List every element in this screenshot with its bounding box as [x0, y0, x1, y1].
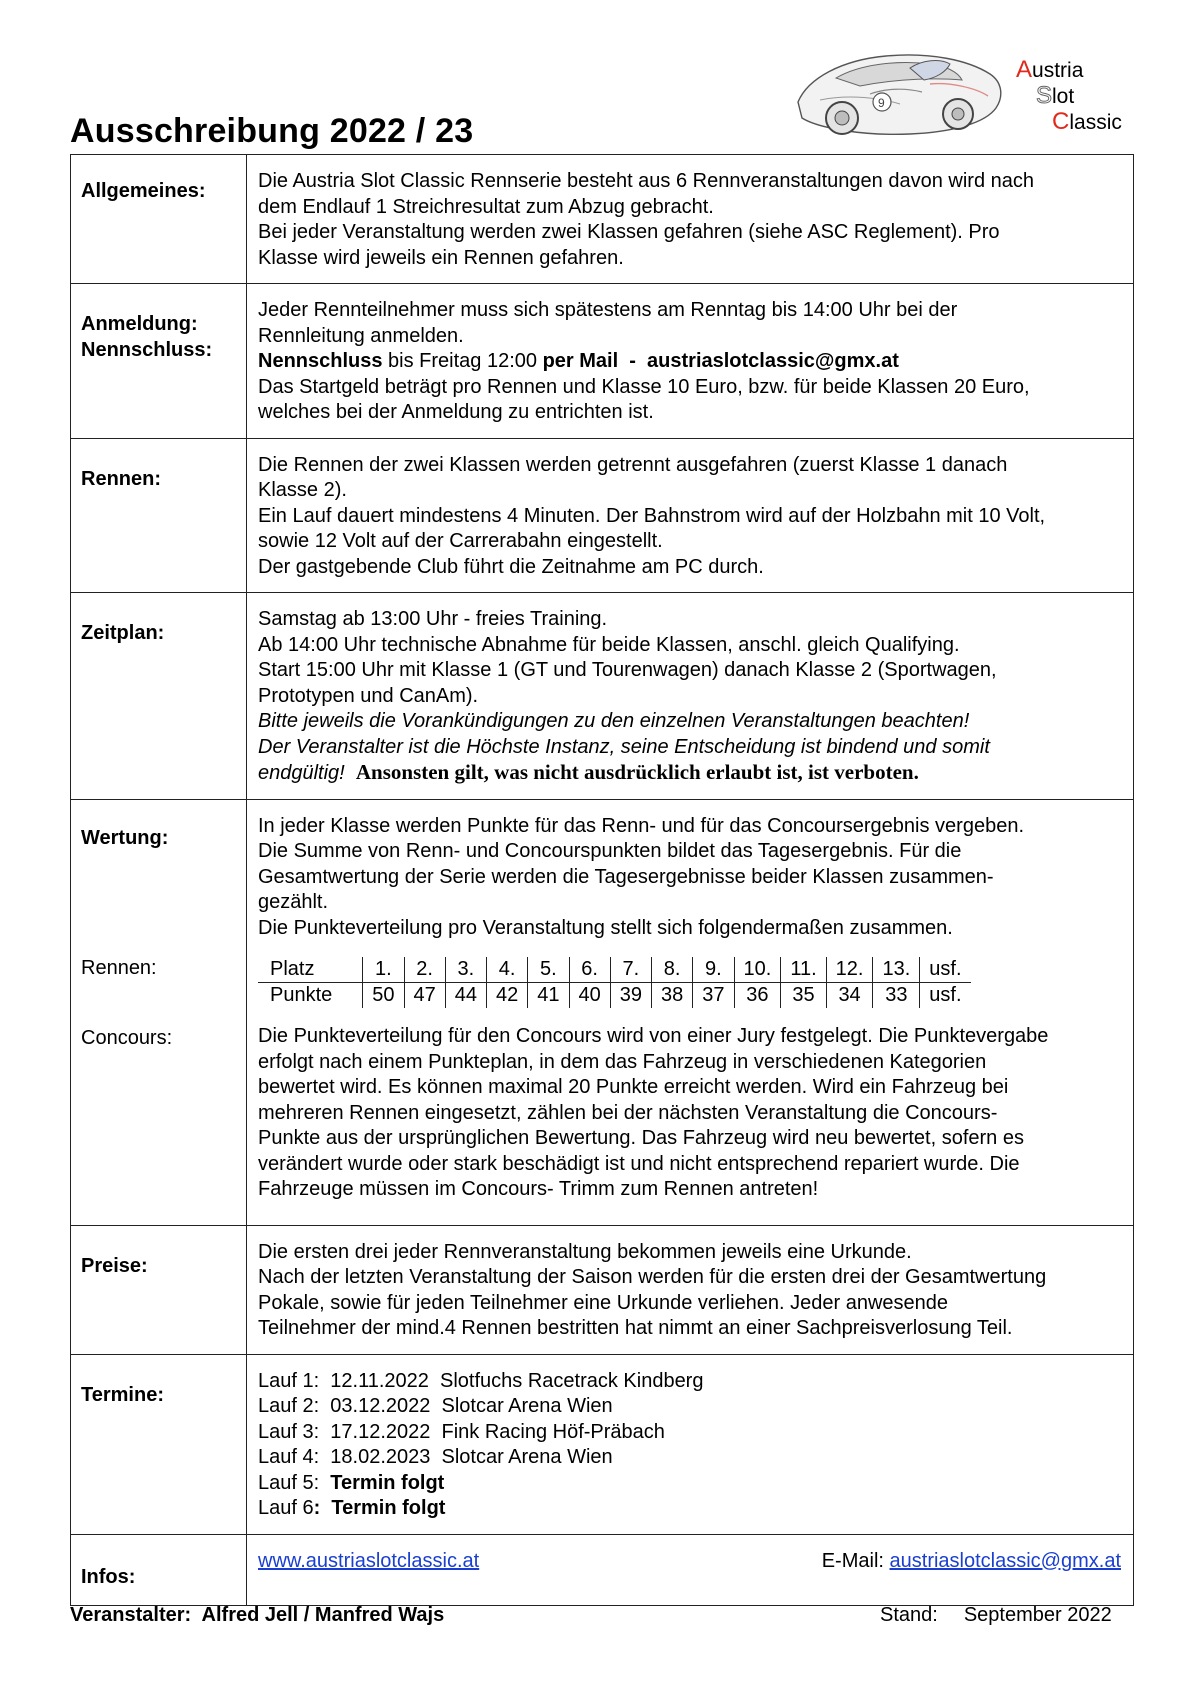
logo	[790, 38, 1140, 148]
text-line: Gesamtwertung der Serie werden die Tagesergebnisse beider Klassen zusammen-	[258, 865, 994, 888]
place-cell: 3.	[445, 957, 486, 983]
text-line: Ab 14:00 Uhr technische Abnahme für beide Klassen, anschl. gleich Qualifying.	[258, 633, 960, 656]
points-cell: 40	[569, 983, 610, 1009]
place-cell: 6.	[569, 957, 610, 983]
text-line: erfolgt nach einem Punkteplan, in dem das Fahrzeug in verschiedenen Kategorien	[258, 1050, 987, 1073]
text-line: Prototypen und CanAm).	[258, 684, 479, 707]
label-rennen: Rennen:	[71, 438, 247, 593]
place-cell: 4.	[487, 957, 528, 983]
content-termine	[247, 1354, 1134, 1534]
text-line: Der gastgebende Club führt die Zeitnahme am PC durch.	[258, 555, 764, 578]
place-cell: 1.	[363, 957, 404, 983]
footer-stand: Stand: September 2022	[880, 1604, 1112, 1626]
text-line: Die Summe von Renn- und Concourspunkten bildet das Tagesergebnis. Für die	[258, 840, 962, 862]
text-line: Die ersten drei jeder Rennveranstaltung bekommen jeweils eine Urkunde.	[258, 1240, 912, 1263]
points-cell: 38	[652, 983, 693, 1009]
text-line: gezählt.	[258, 891, 329, 913]
content-infos	[247, 1534, 1134, 1605]
logo-line-austria: Austria	[1016, 56, 1084, 83]
text-line: In jeder Klasse werden Punkte für das Renn- und für das Concoursergebnis vergeben.	[258, 814, 1025, 837]
text-line: bewertet wird. Es können maximal 20 Punkte erreicht werden. Wird ein Fahrzeug bei	[258, 1076, 1009, 1098]
termin-line: Lauf 4: 18.02.2023 Slotcar Arena Wien	[258, 1446, 613, 1468]
text-line: Teilnehmer der mind.4 Rennen bestritten hat nimmt an einer Sachpreisverlosung Teil.	[258, 1317, 1013, 1339]
points-cell: 44	[445, 983, 486, 1009]
points-label-punkte: Punkte	[270, 984, 333, 1006]
row-termine	[71, 1354, 1134, 1534]
text-line: Bei jeder Veranstaltung werden zwei Klassen gefahren (siehe ASC Reglement). Pro	[258, 221, 1000, 243]
label-anmeldung	[71, 284, 247, 439]
points-cell: 42	[487, 983, 528, 1009]
text-line: Klasse wird jeweils ein Rennen gefahren.	[258, 246, 624, 269]
text-line: Samstag ab 13:00 Uhr - freies Training.	[258, 608, 608, 630]
content-zeitplan	[247, 593, 1134, 800]
text-line: Fahrzeuge müssen im Concours- Trimm zum Rennen antreten!	[258, 1178, 819, 1200]
label-wertung-concours: Concours:	[81, 1026, 173, 1049]
label-anmeldung-2: Nennschluss:	[81, 338, 213, 361]
svg-text:9: 9	[878, 96, 885, 110]
text-line: Ein Lauf dauert mindestens 4 Minuten. Der Bahnstrom wird auf der Holzbahn mit 10 Volt,	[258, 504, 1046, 527]
text-line: welches bei der Anmeldung zu entrichten ist.	[258, 401, 654, 423]
text-line: Start 15:00 Uhr mit Klasse 1 (GT und Tourenwagen) danach Klasse 2 (Sportwagen,	[258, 659, 997, 681]
page-title: Ausschreibung 2022 / 23	[70, 112, 474, 150]
content-preise	[247, 1225, 1134, 1354]
place-cell: 5.	[528, 957, 569, 983]
text-line-italic: Der Veranstalter ist die Höchste Instanz, seine Entscheidung ist bindend und somit	[258, 735, 990, 758]
text-line: Die Punkteverteilung für den Concours wird von einer Jury festgelegt. Die Punktevergabe	[258, 1025, 1049, 1047]
text-line: dem Endlauf 1 Streichresultat zum Abzug gebracht.	[258, 195, 714, 218]
place-cell: 13.	[873, 957, 920, 983]
points-cell: usf.	[920, 983, 971, 1009]
text-line: Pokale, sowie für jeden Teilnehmer eine Urkunde verliehen. Jeder anwesende	[258, 1291, 949, 1314]
logo-line-slot: Slot	[1036, 82, 1075, 109]
points-row-places	[258, 957, 971, 983]
place-cell: 11.	[781, 957, 826, 983]
label-wertung	[71, 799, 247, 1225]
termin-line: Lauf 3: 17.12.2022 Fink Racing Höf-Präbach	[258, 1420, 665, 1443]
points-cell: 37	[693, 983, 734, 1009]
row-allgemeines	[71, 155, 1134, 284]
label-anmeldung-1: Anmeldung:	[81, 313, 198, 335]
row-wertung	[71, 799, 1134, 1225]
text-line: Das Startgeld beträgt pro Rennen und Klasse 10 Euro, bzw. für beide Klassen 20 Euro,	[258, 375, 1030, 398]
points-cell: 39	[610, 983, 651, 1009]
wertung-labels	[81, 826, 246, 1049]
points-table	[258, 957, 971, 1008]
label-preise: Preise:	[71, 1225, 247, 1354]
label-termine: Termine:	[71, 1354, 247, 1534]
label-wertung-rennen: Rennen:	[81, 956, 157, 979]
text-line: Punkte aus der ursprünglichen Bewertung. Das Fahrzeug wird neu bewertet, sofern es	[258, 1127, 1024, 1149]
main-table	[70, 154, 1134, 1606]
text-line: verändert wurde oder stark beschädigt ist und nicht entsprechend repariert wurde. Die	[258, 1152, 1020, 1175]
place-cell: 9.	[693, 957, 734, 983]
content-rennen	[247, 438, 1134, 593]
label-wertung-title: Wertung:	[81, 826, 169, 849]
text-line: Rennleitung anmelden.	[258, 324, 464, 347]
points-cell: 33	[873, 983, 920, 1009]
text-line: Die Rennen der zwei Klassen werden getrennt ausgefahren (zuerst Klasse 1 danach	[258, 453, 1008, 476]
place-cell: 2.	[404, 957, 445, 983]
place-cell: 7.	[610, 957, 651, 983]
text-line: mehreren Rennen eingesetzt, zählen bei der nächsten Veranstaltung die Concours-	[258, 1101, 998, 1124]
website-link[interactable]: www.austriaslotclassic.at	[258, 1549, 480, 1572]
text-line-italic: Bitte jeweils die Vorankündigungen zu den einzelnen Veranstaltungen beachten!	[258, 710, 970, 732]
points-cell: 47	[404, 983, 445, 1009]
zeitplan-last-line: endgültig! Ansonsten gilt, was nicht ausdrücklich erlaubt ist, ist verboten.	[258, 760, 919, 784]
row-zeitplan	[71, 593, 1134, 800]
place-cell: 10.	[734, 957, 781, 983]
nennschluss-line: Nennschluss bis Freitag 12:00 per Mail - austriaslotclassic@gmx.at	[258, 350, 899, 372]
points-row-points	[258, 983, 971, 1009]
points-label-platz: Platz	[258, 957, 363, 983]
label-allgemeines: Allgemeines:	[71, 155, 247, 284]
place-cell: usf.	[920, 957, 971, 983]
label-infos: Infos:	[71, 1534, 247, 1605]
content-allgemeines	[247, 155, 1134, 284]
text-line: Die Punkteverteilung pro Veranstaltung stellt sich folgendermaßen zusammen.	[258, 916, 953, 939]
termin-line: Lauf 1: 12.11.2022 Slotfuchs Racetrack Kindberg	[258, 1369, 704, 1392]
logo-line-classic: Classic	[1052, 108, 1122, 135]
email-block: E-Mail: austriaslotclassic@gmx.at	[821, 1549, 1121, 1572]
infos-row	[258, 1549, 1121, 1575]
content-anmeldung	[247, 284, 1134, 439]
place-cell: 8.	[652, 957, 693, 983]
points-cell: 41	[528, 983, 569, 1009]
text-line: Nach der letzten Veranstaltung der Saison werden für die ersten drei der Gesamtwertung	[258, 1266, 1047, 1288]
points-cell: 36	[734, 983, 781, 1009]
row-preise	[71, 1225, 1134, 1354]
row-infos	[71, 1534, 1134, 1605]
slot-car-icon	[790, 38, 1010, 148]
place-cell: 12.	[826, 957, 873, 983]
email-link[interactable]: austriaslotclassic@gmx.at	[889, 1549, 1121, 1572]
text-line: Klasse 2).	[258, 479, 347, 501]
label-zeitplan: Zeitplan:	[71, 593, 247, 800]
footer-organizer: Veranstalter: Alfred Jell / Manfred Wajs	[70, 1604, 445, 1626]
row-rennen	[71, 438, 1134, 593]
points-cell: 50	[363, 983, 404, 1009]
points-cell: 34	[826, 983, 873, 1009]
termin-line-6: Lauf 6: Termin folgt	[258, 1497, 446, 1519]
termin-line-5: Lauf 5: Termin folgt	[258, 1471, 445, 1494]
content-wertung	[247, 799, 1134, 1225]
text-line: sowie 12 Volt auf der Carrerabahn eingestellt.	[258, 530, 663, 552]
text-line: Die Austria Slot Classic Rennserie besteht aus 6 Rennveranstaltungen davon wird nach	[258, 170, 1034, 192]
termin-line: Lauf 2: 03.12.2022 Slotcar Arena Wien	[258, 1395, 613, 1417]
row-anmeldung	[71, 284, 1134, 439]
points-cell: 35	[781, 983, 826, 1009]
text-line: Jeder Rennteilnehmer muss sich spätestens am Renntag bis 14:00 Uhr bei der	[258, 299, 958, 321]
